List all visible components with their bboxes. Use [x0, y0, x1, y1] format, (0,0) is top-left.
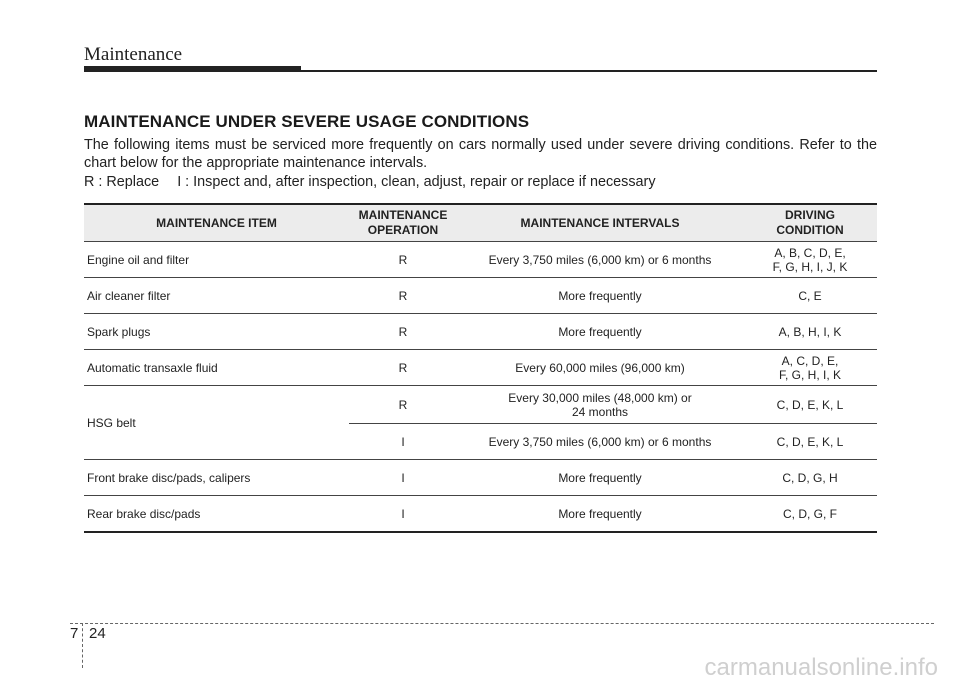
cell-interval: More frequently [457, 278, 743, 314]
cell-item: Engine oil and filter [84, 242, 349, 278]
cell-condition: A, C, D, E, F, G, H, I, K [743, 350, 877, 386]
cell-operation: R [349, 350, 457, 386]
cell-interval: Every 3,750 miles (6,000 km) or 6 months [457, 424, 743, 460]
header-rule-thin [301, 70, 877, 72]
watermark-text: carmanualsonline.info [704, 654, 938, 681]
cell-condition: C, D, G, F [743, 496, 877, 533]
cell-condition: A, B, H, I, K [743, 314, 877, 350]
cell-condition: C, D, E, K, L [743, 386, 877, 424]
intro-paragraph: The following items must be serviced more frequently on cars normally used under severe driving conditions. Refer to the chart below for the appropriate maintenance intervals. [84, 137, 877, 171]
cell-item: Spark plugs [84, 314, 349, 350]
table-row [84, 350, 877, 386]
cell-interval: More frequently [457, 314, 743, 350]
cell-interval: More frequently [457, 460, 743, 496]
cell-operation: R [349, 386, 457, 424]
footer-dashed-rule [70, 623, 934, 624]
table-header-row [84, 204, 877, 242]
page-header-title: Maintenance [84, 44, 183, 65]
table-row [84, 242, 877, 278]
table-row [84, 278, 877, 314]
cell-item: HSG belt [84, 386, 349, 460]
legend-replace: R : Replace [84, 174, 160, 190]
cell-interval: More frequently [457, 496, 743, 533]
cell-operation: I [349, 460, 457, 496]
header-item: MAINTENANCE ITEM [84, 204, 349, 242]
cell-interval: Every 3,750 miles (6,000 km) or 6 months [457, 242, 743, 278]
header-condition: DRIVING CONDITION [743, 204, 877, 242]
legend-inspect: I : Inspect and, after inspection, clean, adjust, repair or replace if necessary [177, 174, 656, 190]
cell-item: Front brake disc/pads, calipers [84, 460, 349, 496]
cell-item: Air cleaner filter [84, 278, 349, 314]
cell-condition: A, B, C, D, E, F, G, H, I, J, K [743, 242, 877, 278]
cell-condition: C, D, G, H [743, 460, 877, 496]
cell-interval: Every 60,000 miles (96,000 km) [457, 350, 743, 386]
cell-item: Rear brake disc/pads [84, 496, 349, 533]
page-number: 24 [89, 625, 106, 642]
chapter-number: 7 [70, 625, 79, 642]
cell-condition: C, E [743, 278, 877, 314]
cell-operation: I [349, 424, 457, 460]
table-row [84, 314, 877, 350]
maintenance-table [84, 203, 877, 533]
cell-operation: R [349, 242, 457, 278]
cell-operation: I [349, 496, 457, 533]
header-operation: MAINTENANCE OPERATION [349, 204, 457, 242]
table-row [84, 460, 877, 496]
header-intervals: MAINTENANCE INTERVALS [457, 204, 743, 242]
header-rule-thick [84, 66, 301, 72]
legend-line [84, 174, 674, 190]
cell-item: Automatic transaxle fluid [84, 350, 349, 386]
cell-operation: R [349, 314, 457, 350]
table-row [84, 386, 877, 424]
table-row [84, 496, 877, 533]
cell-condition: C, D, E, K, L [743, 424, 877, 460]
cell-operation: R [349, 278, 457, 314]
footer-vertical-dashed-rule [82, 623, 83, 668]
cell-interval: Every 30,000 miles (48,000 km) or 24 months [457, 386, 743, 424]
section-title: MAINTENANCE UNDER SEVERE USAGE CONDITIONS [84, 112, 530, 131]
